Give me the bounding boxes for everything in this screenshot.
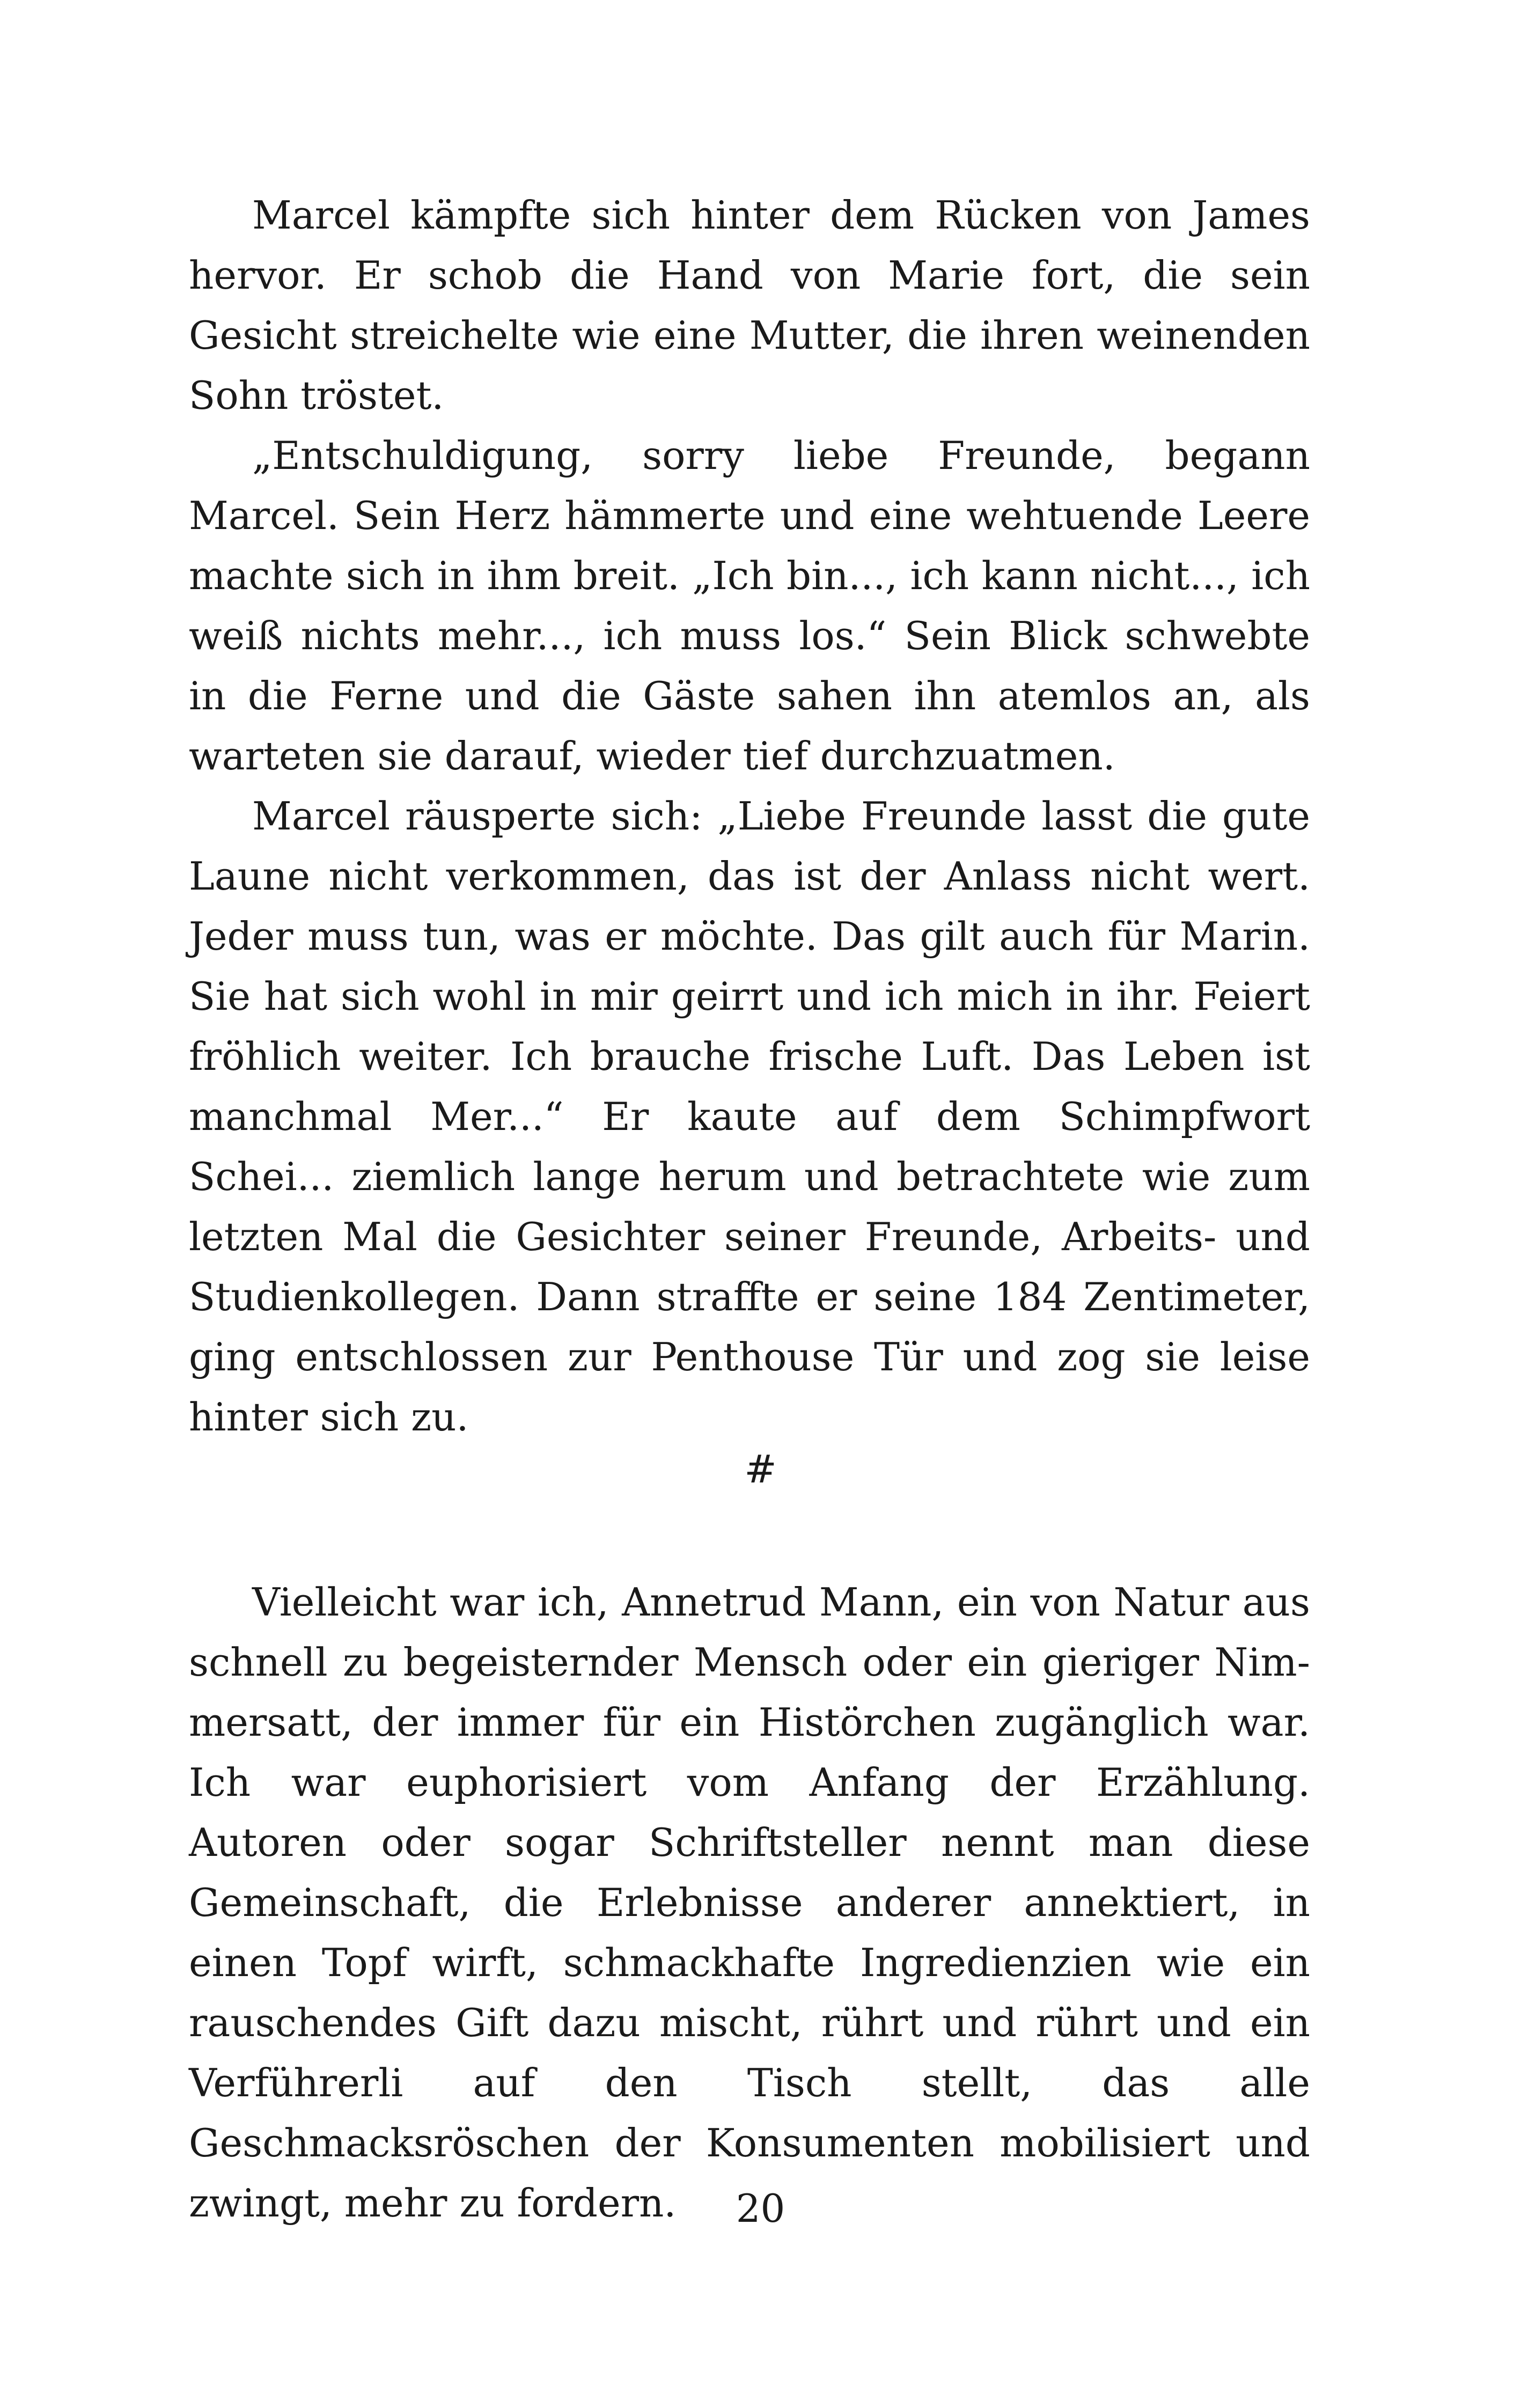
paragraph: Marcel kämpfte sich hinter dem Rücken von James hervor. Er schob die Hand von Marie fort, die sein Gesicht streichelte wie eine Mutter, die ihren weinenden Sohn tröstet. bbox=[189, 193, 1310, 418]
page-number: 20 bbox=[736, 2186, 785, 2231]
paragraph: Vielleicht war ich, Annetrud Mann, ein von Natur aus schnell zu begeisternder Mensch oder ein gieriger Nimmersatt, der immer für ein Histörchen zugänglich war. Ich war euphorisiert vom Anfang der Erzählung. Autoren oder sogar Schriftsteller nennt man diese Gemeinschaft, die Erlebnisse anderer annektiert, in einen Topf wirft, schmackhafte Ingredienzien wie ein rauschendes Gift dazu mischt, rührt und rührt und ein Verführerli auf den Tisch stellt, das alle Geschmacksröschen der Konsumenten mobilisiert und zwingt, mehr zu fordern. bbox=[189, 1580, 1310, 2226]
section-separator: # bbox=[744, 1447, 777, 1492]
paragraph: „Entschuldigung, sorry liebe Freunde, begann Marcel. Sein Herz hämmerte und eine wehtuende Leere machte sich in ihm breit. „Ich bin..., ich kann nicht..., ich weiß nichts mehr..., ich muss los.“ Sein Blick schwebte in die Ferne und die Gäste sahen ihn atemlos an, als warteten sie darauf, wieder tief durchzuatmen. bbox=[189, 433, 1310, 779]
section-before-separator bbox=[189, 185, 1310, 1447]
paragraph: Marcel räusperte sich: „Liebe Freunde lasst die gute Laune nicht verkommen, das ist der Anlass nicht wert. Jeder muss tun, was er möchte. Das gilt auch für Marin. Sie hat sich wohl in mir geirrt und ich mich in ihr. Feiert fröhlich weiter. Ich brauche frische Luft. Das Leben ist manchmal Mer...“ Er kaute auf dem Schimpfwort Schei... ziemlich lange herum und betrachtete wie zum letzten Mal die Gesichter seiner Freunde, Arbeits- und Studienkollegen. Dann straffte er seine 184 Zentimeter, ging entschlossen zur Penthouse Tür und zog sie leise hinter sich zu. bbox=[189, 794, 1310, 1440]
section-after-separator bbox=[189, 1572, 1310, 2233]
